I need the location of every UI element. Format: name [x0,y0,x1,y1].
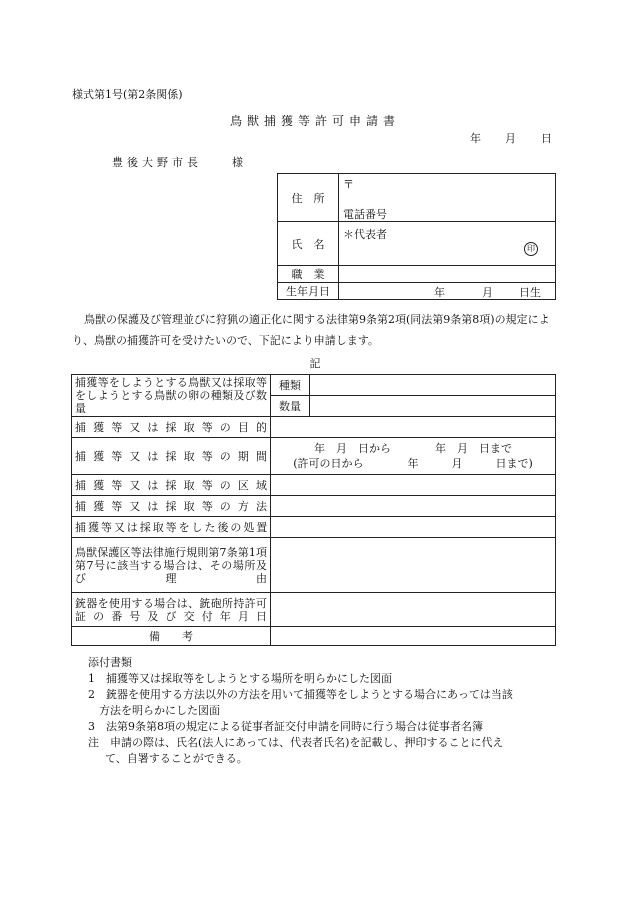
representative-label: ＊代表者 [343,228,387,241]
kind-field[interactable] [310,375,556,396]
occupation-label: 職 業 [278,266,339,283]
quantity-label: 数量 [271,396,310,417]
birthdate-label: 生年月日 [278,283,339,300]
note: 注 申請の際は、氏名(法人にあっては、代表者氏名)を記載し、押印することに代え [88,736,504,749]
attachment-item-2: 2 銃器を使用する方法以外の方法を用いて捕獲等をしようとする場合にあっては当該 [88,688,513,701]
remarks-label: 備 考 [72,627,271,646]
application-table [71,374,556,646]
attachment-item-3: 3 法第9条第8項の規定による従事者証交付申請を同時に行う場合は従事者名簿 [88,720,483,733]
method-label: 捕獲等又は採取等の方法 [72,496,271,517]
period-line-2: (許可の日から 年 月 日まで) [293,457,533,470]
intro-paragraph: 鳥獣の保護及び管理並びに狩猟の適正化に関する法律第9条第2項(同法第9条第8項)の規定により、鳥獣の捕獲許可を受けたいので、下記により申請します。 [72,313,550,347]
attachment-item-1: 1 捕獲等又は採取等をしようとする場所を明らかにした図面 [88,672,392,685]
period-line-1: 年 月 日から 年 月 日まで [314,442,512,455]
purpose-label: 捕獲等又は採取等の目的 [72,417,271,438]
name-label: 氏 名 [278,222,339,266]
phone-label: 電話番号 [343,208,387,221]
note-cont: て、自署することができる。 [105,752,248,765]
postal-mark: 〒 [343,178,354,191]
area-label: 捕獲等又は採取等の区域 [72,475,271,496]
date-day: 日 [541,132,552,145]
document-title: 鳥獣捕獲等許可申請書 [229,114,400,128]
seal-mark: 印 [524,242,538,256]
ki-label: 記 [309,357,321,370]
date-year: 年 [470,132,481,145]
birth-day: 日生 [519,286,541,299]
method-field[interactable] [271,496,556,517]
purpose-field[interactable] [271,417,556,438]
species-label: 捕獲等をしようとする鳥獣又は採取等をしようとする鳥獣の卵の種類及び数量 [72,375,271,417]
form-number: 様式第1号(第2条関係) [72,88,183,101]
disposal-field[interactable] [271,517,556,538]
disposal-label: 捕獲等又は採取等をした後の処置 [72,517,271,538]
gun-permit-label: 銃器を使用する場合は、銃砲所持許可証の番号及び交付年月日 [72,593,271,627]
birth-month: 月 [482,286,493,299]
gun-permit-field[interactable] [271,593,556,627]
period-label: 捕獲等又は採取等の期間 [72,438,271,475]
quantity-field[interactable] [310,396,556,417]
attachment-item-2-cont: 方法を明らかにした図面 [99,704,220,717]
attachments-heading: 添付書類 [88,656,132,669]
birthdate-field[interactable] [339,283,556,300]
attachments-section [88,655,513,767]
occupation-field[interactable] [339,266,556,283]
remarks-field[interactable] [271,627,556,646]
period-field[interactable] [271,438,556,475]
special-case-label: 鳥獣保護区等法律施行規則第7条第1項第7号に該当する場合は、その場所及び理由 [72,538,271,593]
name-field[interactable] [339,222,556,266]
address-label: 住 所 [278,174,339,222]
addressee: 豊後大野市長 様 [112,156,247,169]
address-field[interactable] [339,174,556,222]
applicant-table [277,173,556,300]
area-field[interactable] [271,475,556,496]
special-case-field[interactable] [271,538,556,593]
kind-label: 種類 [271,375,310,396]
birth-year: 年 [434,286,445,299]
date-month: 月 [505,132,516,145]
